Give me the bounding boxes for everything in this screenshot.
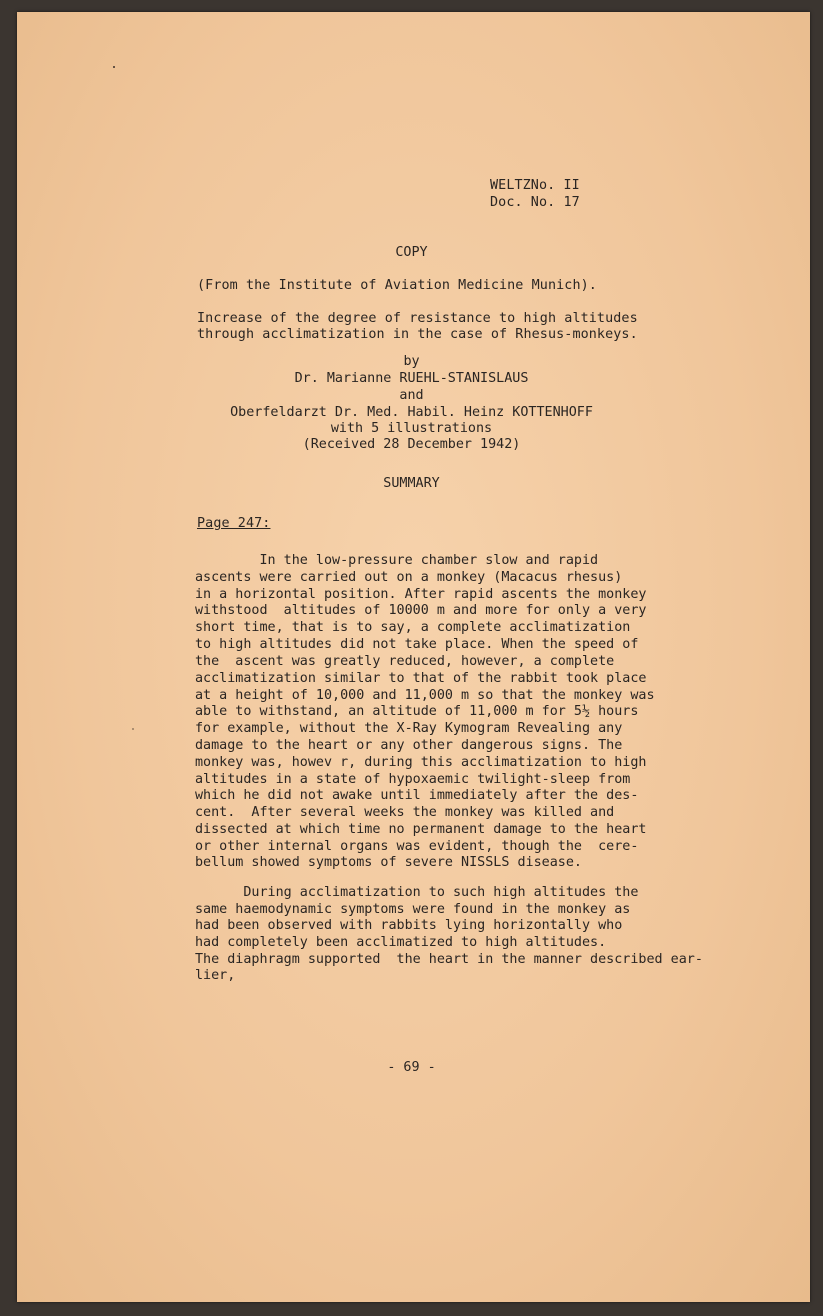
paragraph-line: for example, without the X-Ray Kymogram Revealing any [195,721,623,736]
ink-speck [132,728,134,730]
ink-speck [113,66,115,68]
paragraph-line: acclimatization similar to that of the rabbit took place [195,671,647,686]
page-reference: Page 247: [197,516,271,531]
received-date: (Received 28 December 1942) [302,437,521,452]
paragraph-line: The diaphragm supported the heart in the manner described ear- [195,952,703,967]
paragraph-line: had been observed with rabbits lying horizontally who [195,918,623,933]
document-reference-line-2: Doc. No. 17 [490,195,580,210]
document-reference-line-1: WELTZNo. II [490,178,580,193]
paragraph-line: the ascent was greatly reduced, however, a complete [195,654,615,669]
paragraph-line: damage to the heart or any other dangerous signs. The [195,738,623,753]
summary-heading: SUMMARY [383,476,440,491]
author-2: Oberfeldarzt Dr. Med. Habil. Heinz KOTTENHOFF [230,405,593,420]
paragraph-line: at a height of 10,000 and 11,000 m so that the monkey was [195,688,655,703]
authors-by: by [403,354,420,369]
paragraph-line: in a horizontal position. After rapid ascents the monkey [195,587,647,602]
paragraph-line: had completely been acclimatized to high altitudes. [195,935,607,950]
paragraph-line: to high altitudes did not take place. When the speed of [195,637,639,652]
page-number: - 69 - [387,1060,436,1075]
paragraph-line: short time, that is to say, a complete acclimatization [195,620,631,635]
paragraph-line: cent. After several weeks the monkey was killed and [195,805,615,820]
paragraph-line: which he did not awake until immediately after the des- [195,788,639,803]
paragraph-line: lier, [195,968,236,983]
paragraph-line: able to withstand, an altitude of 11,000 m for 5½ hours [195,704,639,719]
paragraph-line: In the low-pressure chamber slow and rapid [195,553,599,568]
author-1: Dr. Marianne RUEHL-STANISLAUS [294,371,529,386]
paragraph-line: ascents were carried out on a monkey (Macacus rhesus) [195,570,623,585]
paragraph-line: dissected at which time no permanent damage to the heart [195,822,647,837]
paragraph-line: monkey was, howev r, during this acclimatization to high [195,755,647,770]
authors-and: and [399,388,424,403]
title-line-2: through acclimatization in the case of Rhesus-monkeys. [197,327,638,342]
paragraph-line: bellum showed symptoms of severe NISSLS disease. [195,855,582,870]
paragraph-line: withstood altitudes of 10000 m and more for only a very [195,603,647,618]
paragraph-line: During acclimatization to such high altitudes the [195,885,639,900]
paragraph-line: altitudes in a state of hypoxaemic twilight-sleep from [195,772,631,787]
title-line-1: Increase of the degree of resistance to high altitudes [197,311,638,326]
paragraph-line: or other internal organs was evident, though the cere- [195,839,639,854]
institute-line: (From the Institute of Aviation Medicine Munich). [197,278,597,293]
paragraph-line: same haemodynamic symptoms were found in the monkey as [195,902,631,917]
illustrations-note: with 5 illustrations [330,421,493,436]
copy-label: COPY [395,245,428,260]
